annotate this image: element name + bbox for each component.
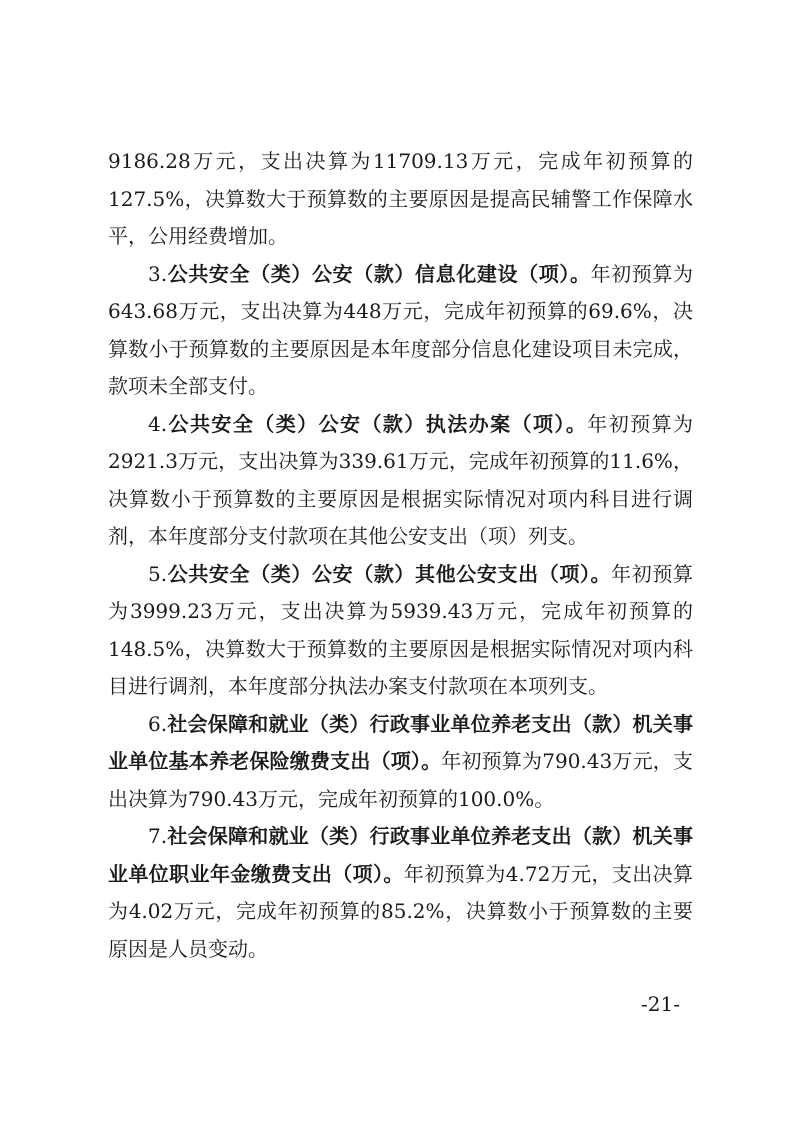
item-number: 3. [148,261,168,286]
paragraph-item-4 [108,406,693,556]
item-heading: 公共安全（类）公安（款）其他公安支出（项）。 [167,561,612,586]
paragraph-body: 年初预算为790.43万元，支出决算为790.43万元，完成年初预算的100.0%。 [108,749,693,811]
paragraph-body: 年初预算为3999.23万元，支出决算为5939.43万元，完成年初预算的148.5%，决算数大于预算数的主要原因是根据实际情况对项内科目进行调剂，本年度部分执法办案支付款项在本项列支。 [108,561,694,698]
paragraph-continuation [108,143,693,256]
item-heading: 社会保障和就业（类）行政事业单位养老支出（款）机关事业单位基本养老保险缴费支出（项）。 [108,711,693,773]
paragraph-item-6 [108,706,693,819]
item-heading: 社会保障和就业（类）行政事业单位养老支出（款）机关事业单位职业年金缴费支出（项）。 [108,824,693,886]
item-number: 5. [148,561,168,586]
document-body [108,143,693,968]
item-number: 6. [148,711,168,736]
paragraph-item-5 [108,556,693,706]
item-heading: 公共安全（类）公安（款）执法办案（项）。 [167,411,588,436]
paragraph-body: 年初预算为643.68万元，支出决算为448万元，完成年初预算的69.6%，决算数小于预算数的主要原因是本年度部分信息化建设项目未完成，款项未全部支付。 [108,261,694,398]
paragraph-item-7 [108,818,693,968]
paragraph-body: 年初预算为2921.3万元，支出决算为339.61万元，完成年初预算的11.6%，决算数小于预算数的主要原因是根据实际情况对项内科目进行调剂，本年度部分支付款项在其他公安支出（项）列支。 [108,411,694,548]
paragraph-body: 9186.28万元，支出决算为11709.13万元，完成年初预算的127.5%，决算数大于预算数的主要原因是提高民辅警工作保障水平，公用经费增加。 [108,149,693,248]
item-heading: 公共安全（类）公安（款）信息化建设（项）。 [167,261,591,286]
page-number: -21- [641,992,680,1016]
paragraph-body: 年初预算为4.72万元，支出决算为4.02万元，完成年初预算的85.2%，决算数小于预算数的主要原因是人员变动。 [108,861,694,961]
item-number: 4. [148,411,168,436]
item-number: 7. [148,824,168,848]
paragraph-item-3 [108,256,693,406]
